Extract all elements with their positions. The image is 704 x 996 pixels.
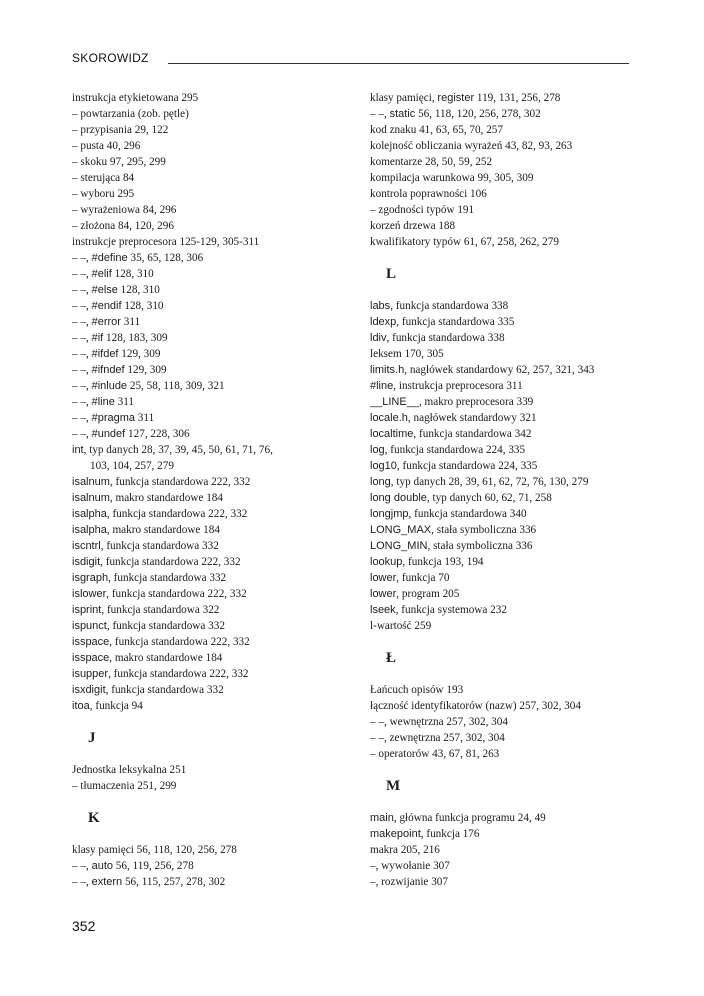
section-spacer	[72, 826, 362, 842]
index-text: – –,	[72, 876, 92, 888]
index-entry	[72, 394, 362, 410]
index-text: – –,	[370, 108, 390, 120]
index-entry	[370, 346, 650, 362]
index-text: , funkcja standardowa 340	[408, 508, 527, 520]
index-text: , funkcja 176	[420, 828, 480, 840]
index-keyword: isalnum	[72, 492, 110, 504]
index-entry	[72, 234, 362, 250]
index-text: , funkcja standardowa 332	[105, 684, 224, 696]
index-keyword: LONG_MIN	[370, 540, 428, 552]
index-text: – –,	[72, 364, 92, 376]
index-entry	[72, 282, 362, 298]
index-keyword: isgraph	[72, 572, 109, 584]
index-text: , funkcja standardowa 222, 332	[106, 508, 248, 520]
section-letter-heading: J	[88, 730, 96, 746]
index-text: –, wywołanie 307	[370, 860, 450, 872]
index-entry	[370, 154, 650, 170]
index-text: , funkcja 70	[396, 572, 450, 584]
index-keyword: #else	[91, 284, 118, 296]
section-spacer	[72, 714, 362, 730]
index-keyword: ldexp	[370, 316, 397, 328]
index-entry	[72, 122, 362, 138]
index-keyword: log	[370, 444, 385, 456]
index-text: – operatorów 43, 67, 81, 263	[370, 748, 500, 760]
index-text: – –,	[72, 860, 92, 872]
index-keyword: ldiv	[370, 332, 387, 344]
running-header-title: SKOROWIDZ	[72, 51, 149, 65]
index-entry	[72, 106, 362, 122]
index-text: , funkcja standardowa 342	[413, 428, 532, 440]
index-text: Łańcuch opisów 193	[370, 684, 464, 696]
index-entry	[72, 218, 362, 234]
index-text: makra 205, 216	[370, 844, 440, 856]
index-text: – zgodności typów 191	[370, 204, 475, 216]
index-text: – –, wewnętrzna 257, 302, 304	[370, 716, 508, 728]
index-text: kontrola poprawności 106	[370, 188, 487, 200]
section-spacer	[370, 634, 650, 650]
index-keyword: isalnum	[72, 476, 110, 488]
index-keyword: #endif	[91, 300, 122, 312]
index-keyword: locale.h	[370, 412, 408, 424]
section-letter-heading: L	[386, 266, 397, 282]
index-entry	[370, 314, 650, 330]
index-keyword: int	[72, 444, 84, 456]
index-entry	[72, 330, 362, 346]
index-keyword: ispunct	[72, 620, 107, 632]
index-keyword: iscntrl	[72, 540, 101, 552]
index-keyword: lower	[370, 572, 397, 584]
index-text: – –,	[72, 348, 92, 360]
index-entry	[370, 714, 650, 730]
index-text: , funkcja standardowa 335	[396, 316, 515, 328]
section-letter-heading: M	[386, 778, 401, 794]
index-entry	[72, 346, 362, 362]
index-entry-continuation	[72, 458, 362, 474]
index-text: leksem 170, 305	[370, 348, 444, 360]
header-rule	[168, 63, 629, 64]
index-text: , funkcja standardowa 222, 332	[106, 588, 247, 600]
index-text: klasy pamięci 56, 118, 120, 256, 278	[72, 844, 237, 856]
index-keyword: LONG_MAX	[370, 524, 432, 536]
index-keyword: #ifndef	[91, 364, 125, 376]
index-entry	[72, 570, 362, 586]
index-text: , funkcja standardowa 322	[101, 604, 220, 616]
index-entry	[72, 186, 362, 202]
index-text: korzeń drzewa 188	[370, 220, 456, 232]
index-text: 129, 309	[124, 364, 167, 376]
index-entry	[72, 682, 362, 698]
index-keyword: main	[370, 812, 394, 824]
index-text: – –,	[72, 284, 92, 296]
index-text: , typ danych 28, 39, 61, 62, 72, 76, 130, 279	[390, 476, 589, 488]
index-entry	[370, 570, 650, 586]
index-text: , nagłówek standardowy 321	[407, 412, 537, 424]
index-keyword: lower	[370, 588, 397, 600]
index-entry	[72, 842, 362, 858]
index-keyword: #error	[91, 316, 121, 328]
index-entry	[72, 538, 362, 554]
index-text: 127, 228, 306	[125, 428, 190, 440]
index-entry	[370, 442, 650, 458]
index-entry	[72, 298, 362, 314]
index-entry	[370, 186, 650, 202]
index-entry	[370, 810, 650, 826]
index-entry	[370, 458, 650, 474]
index-entry	[72, 602, 362, 618]
index-keyword: lookup	[370, 556, 403, 568]
index-keyword: #ifdef	[91, 348, 119, 360]
index-text: –, rozwijanie 307	[370, 876, 448, 888]
index-text: 25, 58, 118, 309, 321	[127, 380, 225, 392]
index-text: , funkcja standardowa 222, 332	[109, 636, 250, 648]
index-entry	[370, 362, 650, 378]
index-entry	[72, 634, 362, 650]
index-keyword: lseek	[370, 604, 396, 616]
index-text: , funkcja standardowa 222, 332	[100, 556, 241, 568]
index-keyword: islower	[72, 588, 107, 600]
index-text: – –,	[72, 332, 92, 344]
section-letter-heading: Ł	[386, 650, 397, 666]
index-entry	[72, 666, 362, 682]
index-text: , typ danych 28, 37, 39, 45, 50, 61, 71, 76,	[83, 444, 273, 456]
index-entry	[72, 698, 362, 714]
index-entry	[72, 90, 362, 106]
index-entry	[72, 170, 362, 186]
index-keyword: isprint	[72, 604, 102, 616]
index-text: 128, 310	[121, 300, 164, 312]
index-text: kod znaku 41, 63, 65, 70, 257	[370, 124, 503, 136]
index-text: , stała symboliczna 336	[431, 524, 537, 536]
section-spacer	[370, 666, 650, 682]
index-text: – –,	[72, 380, 92, 392]
index-keyword: isalpha	[72, 524, 107, 536]
index-text: 119, 131, 256, 278	[474, 92, 561, 104]
index-entry	[72, 474, 362, 490]
index-entry	[370, 90, 650, 106]
index-entry	[72, 874, 362, 890]
index-entry	[370, 586, 650, 602]
index-keyword: long	[370, 476, 391, 488]
index-entry	[370, 522, 650, 538]
index-text: , funkcja standardowa 338	[390, 300, 509, 312]
index-keyword: longjmp	[370, 508, 409, 520]
index-entry	[370, 378, 650, 394]
index-entry	[370, 474, 650, 490]
index-text: – –,	[72, 268, 92, 280]
index-text: , funkcja 193, 194	[402, 556, 484, 568]
index-text: , typ danych 60, 62, 71, 258	[426, 492, 552, 504]
index-keyword: isspace	[72, 636, 110, 648]
index-text: 311	[135, 412, 155, 424]
index-entry	[72, 522, 362, 538]
index-entry	[370, 138, 650, 154]
index-entry	[370, 730, 650, 746]
index-text: l-wartość 259	[370, 620, 432, 632]
index-text: 311	[114, 396, 134, 408]
index-text: instrukcje preprocesora 125-129, 305-311	[72, 236, 260, 248]
index-entry	[72, 506, 362, 522]
index-entry	[370, 234, 650, 250]
section-spacer	[72, 746, 362, 762]
index-entry	[370, 170, 650, 186]
index-text: , funkcja standardowa 224, 335	[384, 444, 526, 456]
index-entry	[72, 586, 362, 602]
index-keyword: extern	[91, 876, 123, 888]
index-text: , makro standardowe 184	[109, 492, 223, 504]
index-entry	[370, 538, 650, 554]
index-text: 128, 183, 309	[103, 332, 168, 344]
index-text: , funkcja standardowa 338	[386, 332, 505, 344]
index-entry	[370, 618, 650, 634]
index-entry	[370, 874, 650, 890]
index-entry	[72, 778, 362, 794]
index-entry	[72, 362, 362, 378]
index-keyword: #line	[370, 380, 394, 392]
index-text: , funkcja standardowa 222, 332	[109, 476, 251, 488]
index-text: 311	[120, 316, 141, 328]
index-keyword: makepoint	[370, 828, 421, 840]
section-spacer	[370, 250, 650, 266]
index-text: , program 205	[396, 588, 460, 600]
index-entry	[370, 202, 650, 218]
index-text: , nagłówek standardowy 62, 257, 321, 343	[404, 364, 595, 376]
index-entry	[370, 122, 650, 138]
index-text: , instrukcja preprocesora 311	[393, 380, 523, 392]
index-text: 35, 65, 128, 306	[127, 252, 204, 264]
index-entry	[370, 554, 650, 570]
index-text: 128, 310	[117, 284, 160, 296]
index-entry	[72, 762, 362, 778]
index-keyword: register	[437, 92, 475, 104]
index-entry	[72, 202, 362, 218]
index-entry	[370, 410, 650, 426]
index-text: , funkcja standardowa 332	[100, 540, 219, 552]
index-entry	[370, 746, 650, 762]
index-keyword: auto	[91, 860, 113, 872]
index-text: , funkcja standardowa 222, 332	[108, 668, 249, 680]
index-entry	[72, 858, 362, 874]
index-keyword: #define	[91, 252, 128, 264]
index-entry	[370, 826, 650, 842]
index-keyword: isspace	[72, 652, 110, 664]
index-text: , funkcja standardowa 332	[108, 572, 227, 584]
section-spacer	[370, 762, 650, 778]
section-spacer	[370, 282, 650, 298]
index-text: – skoku 97, 295, 299	[72, 156, 166, 168]
index-text: , makro preprocesora 339	[418, 396, 534, 408]
index-entry	[72, 650, 362, 666]
index-text: 56, 119, 256, 278	[113, 860, 194, 872]
index-keyword: localtime	[370, 428, 414, 440]
index-text: – –,	[72, 396, 92, 408]
index-entry	[370, 506, 650, 522]
index-text: , funkcja standardowa 332	[106, 620, 225, 632]
index-keyword: isxdigit	[72, 684, 106, 696]
index-keyword: labs	[370, 300, 391, 312]
index-text: – przypisania 29, 122	[72, 124, 169, 136]
index-keyword: #if	[91, 332, 104, 344]
index-text: – –,	[72, 412, 92, 424]
index-keyword: isdigit	[72, 556, 101, 568]
index-keyword: #undef	[91, 428, 126, 440]
index-entry	[370, 602, 650, 618]
index-entry	[72, 554, 362, 570]
index-text: , funkcja systemowa 232	[395, 604, 507, 616]
index-keyword: limits.h	[370, 364, 405, 376]
index-entry	[72, 266, 362, 282]
index-text: – –,	[72, 316, 92, 328]
index-keyword: __LINE__	[370, 396, 419, 408]
index-keyword: itoa	[72, 700, 90, 712]
index-text: kwalifikatory typów 61, 67, 258, 262, 279	[370, 236, 559, 248]
index-entry	[370, 330, 650, 346]
index-text: kolejność obliczania wyrażeń 43, 82, 93, 263	[370, 140, 573, 152]
index-text: instrukcja etykietowana 295	[72, 92, 199, 104]
index-keyword: #line	[91, 396, 115, 408]
index-text: , główna funkcja programu 24, 49	[393, 812, 546, 824]
index-entry	[72, 442, 362, 458]
index-text: , stała symboliczna 336	[427, 540, 533, 552]
index-keyword: static	[389, 108, 416, 120]
index-text: Jednostka leksykalna 251	[72, 764, 187, 776]
index-keyword: #pragma	[91, 412, 135, 424]
index-text: – wyboru 295	[72, 188, 135, 200]
index-text: – pusta 40, 296	[72, 140, 141, 152]
index-text: 103, 104, 257, 279	[90, 460, 174, 472]
index-entry	[72, 250, 362, 266]
page-number: 352	[72, 918, 96, 934]
index-text: , makro standardowe 184	[106, 524, 220, 536]
index-entry	[370, 218, 650, 234]
index-text: kompilacja warunkowa 99, 305, 309	[370, 172, 534, 184]
index-text: – –,	[72, 428, 92, 440]
index-text: – złożona 84, 120, 296	[72, 220, 174, 232]
index-keyword: #inlude	[91, 380, 128, 392]
index-text: – wyrażeniowa 84, 296	[72, 204, 177, 216]
index-text: – sterująca 84	[72, 172, 135, 184]
index-text: klasy pamięci,	[370, 92, 438, 104]
section-spacer	[72, 794, 362, 810]
index-entry	[72, 410, 362, 426]
index-keyword: long double	[370, 492, 427, 504]
index-entry	[370, 490, 650, 506]
index-keyword: isupper	[72, 668, 109, 680]
index-column-right	[370, 90, 650, 890]
index-entry	[370, 106, 650, 122]
index-entry	[72, 490, 362, 506]
index-keyword: #elif	[91, 268, 112, 280]
index-text: , makro standardowe 184	[109, 652, 223, 664]
index-entry	[370, 858, 650, 874]
index-entry	[72, 618, 362, 634]
index-text: – powtarzania (zob. pętle)	[72, 108, 189, 120]
index-text: , funkcja standardowa 224, 335	[396, 460, 538, 472]
index-entry	[72, 426, 362, 442]
index-entry	[370, 426, 650, 442]
index-text: 129, 309	[118, 348, 161, 360]
index-entry	[72, 314, 362, 330]
index-entry	[72, 154, 362, 170]
index-entry	[72, 378, 362, 394]
index-column-left	[72, 90, 362, 890]
section-spacer	[370, 794, 650, 810]
index-entry	[72, 138, 362, 154]
index-text: komentarze 28, 50, 59, 252	[370, 156, 493, 168]
index-text: – –,	[72, 252, 92, 264]
index-entry	[370, 698, 650, 714]
index-text: łączność identyfikatorów (nazw) 257, 302, 304	[370, 700, 581, 712]
index-keyword: log10	[370, 460, 397, 472]
index-entry	[370, 682, 650, 698]
index-text: 56, 118, 120, 256, 278, 302	[415, 108, 541, 120]
index-text: 128, 310	[111, 268, 154, 280]
index-text: 56, 115, 257, 278, 302	[122, 876, 226, 888]
index-text: – –,	[72, 300, 92, 312]
section-letter-heading: K	[88, 810, 100, 826]
index-text: , funkcja 94	[89, 700, 143, 712]
index-entry	[370, 298, 650, 314]
index-keyword: isalpha	[72, 508, 107, 520]
index-text: – –, zewnętrzna 257, 302, 304	[370, 732, 505, 744]
index-entry	[370, 842, 650, 858]
index-entry	[370, 394, 650, 410]
index-text: – tłumaczenia 251, 299	[72, 780, 177, 792]
